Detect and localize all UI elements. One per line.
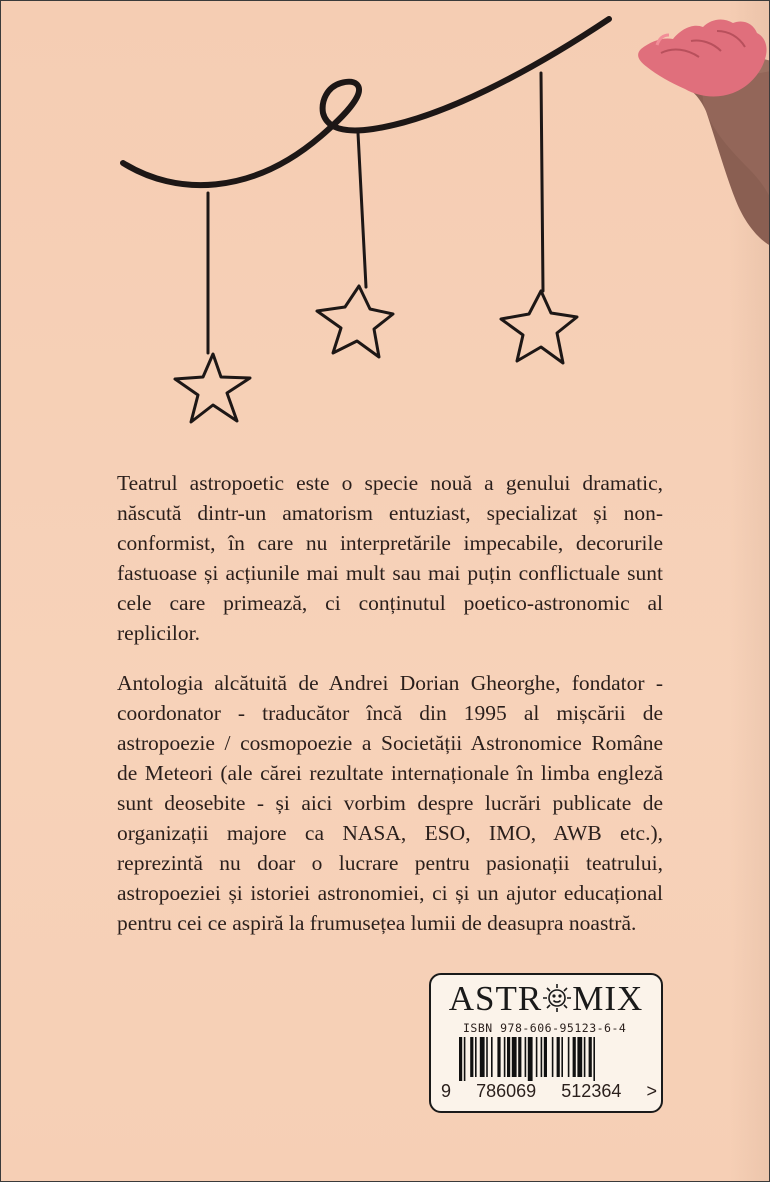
logo-text-right: MIX [572, 979, 644, 1018]
isbn-text: ISBN 978-606-95123-6-4 [463, 1021, 627, 1035]
barcode-bar [507, 1037, 510, 1077]
barcode-bar [561, 1037, 563, 1077]
barcode-bar [557, 1037, 560, 1077]
barcode-bar [577, 1037, 582, 1077]
barcode-bar [541, 1037, 543, 1077]
isbn-end-mark: > [646, 1081, 657, 1101]
barcode-bar [486, 1037, 488, 1077]
barcode-bar [536, 1037, 538, 1077]
barcode-bar [568, 1037, 570, 1077]
barcode-bar [518, 1037, 521, 1077]
barcode [459, 1037, 635, 1081]
isbn-first-digit: 9 [441, 1081, 452, 1101]
barcode-bar [552, 1037, 554, 1077]
description-paragraph-2: Antologia alcătuită de Andrei Dorian Gheorghe, fondator - coordonator - traducător încă din 1995 al mișcării de astropoezie / cosmopoezie a Societății Astronomice Române de Meteori (ale cărei rezultate internaționale în limba engleză sunt deosebite - și aici vorbim despre lucrări publicate de organizații majore ca NASA, ESO, IMO, AWB etc.), reprezintă nu doar o lucrare pentru pasionații teatrului, astropoeziei și istoriei astronomiei, ci și un ajutor educațional pentru cei ce aspiră la frumusețea lumii de deasupra noastră. [117, 671, 663, 935]
barcode-bar [491, 1037, 493, 1077]
isbn-group-1: 786069 [476, 1081, 537, 1101]
logo-text-left: ASTR [448, 979, 543, 1018]
barcode-bar [504, 1037, 506, 1077]
barcode-bar [470, 1037, 473, 1077]
barcode-bar [589, 1037, 592, 1077]
barcode-bar [573, 1037, 576, 1077]
isbn-digits [441, 1081, 657, 1102]
barcode-bar [544, 1037, 547, 1077]
isbn-group-2: 512364 [561, 1081, 622, 1101]
barcode-bar [525, 1037, 527, 1077]
barcode-bar [475, 1037, 477, 1077]
description-paragraph-1: Teatrul astropoetic este o specie nouă a genului dramatic, născută dintr-un amatorism entuziast, specializat și non-conformist, în care nu interpretările impecabile, decorurile fastuoase și acțiunile mai mult sau mai puțin conflictuale sunt cele care primează, ci conținutul poetico-astronomic al replicilor. [117, 471, 663, 645]
hanging-stars-mobile-icon [1, 1, 770, 441]
barcode-bar [480, 1037, 485, 1077]
barcode-bar [584, 1037, 586, 1077]
publisher-isbn-label [429, 973, 663, 1113]
barcode-bar [497, 1037, 500, 1077]
barcode-bar [528, 1037, 533, 1081]
sun-face-icon [542, 983, 572, 1013]
barcode-bar [464, 1037, 466, 1081]
publisher-logo [431, 979, 661, 1019]
barcode-bar [459, 1037, 462, 1081]
barcode-bar [593, 1037, 595, 1081]
barcode-bar [512, 1037, 517, 1077]
